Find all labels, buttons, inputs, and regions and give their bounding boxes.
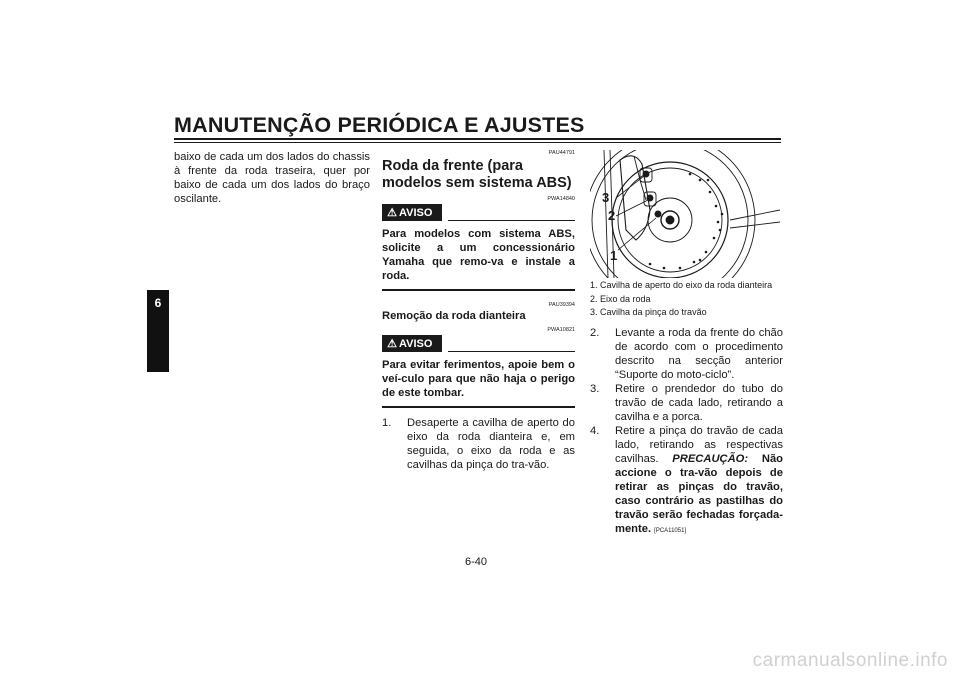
list-item <box>590 382 783 424</box>
list-item <box>382 416 575 472</box>
list-item <box>590 326 783 382</box>
warning-rule <box>448 220 575 221</box>
step-text-main: Retire a pinça do travão de cada lado, retirando as respectivas cavilhas. <box>615 425 783 465</box>
header-rule <box>174 138 781 140</box>
column-3-steps <box>590 326 783 538</box>
header-rule-thin <box>174 142 781 143</box>
step-number: 3. <box>590 383 600 395</box>
step-text: Retire o prendedor do tubo do travão de cada lado, retirando a cavilha e a porca. <box>615 383 783 423</box>
caption-item: 1. Cavilha de aperto do eixo da roda dianteira <box>590 280 773 290</box>
wheel-figure <box>590 150 780 278</box>
chapter-tab: 6 <box>147 290 169 372</box>
column-2 <box>382 150 575 472</box>
warning-badge <box>382 335 442 352</box>
page-title: MANUTENÇÃO PERIÓDICA E AJUSTES <box>174 113 585 137</box>
ref-code: PAU39394 <box>548 302 575 308</box>
callout-2: 2 <box>608 208 616 223</box>
page-number: 6-40 <box>465 556 488 568</box>
callout-3: 3 <box>602 190 610 205</box>
ref-code: PWA14840 <box>547 196 575 202</box>
warning-icon: ⚠ <box>387 207 397 219</box>
front-wheel-illustration <box>590 150 780 278</box>
continued-paragraph: baixo de cada um dos lados do chassis à frente da roda traseira, quer por baixo de cada um dos lados do braço oscilante. <box>174 151 370 205</box>
ref-code: PAU44791 <box>548 150 575 156</box>
section-heading: Roda da frente (para modelos sem sistema ABS) <box>382 158 572 191</box>
figure-captions <box>590 279 780 320</box>
warning-text: Para modelos com sistema ABS, solicite a um concessionário Yamaha que remo-va e instale a roda. <box>382 228 575 282</box>
caution-label: PRECAUÇÃO: <box>672 453 749 465</box>
step-number: 1. <box>382 417 392 429</box>
step-text: Levante a roda da frente do chão de acordo com o procedimento descrito na secção anterior “Suporte do moto-ciclo”. <box>615 327 783 381</box>
ref-code: PWA10821 <box>547 327 575 333</box>
warning-rule <box>448 351 575 352</box>
warning-badge <box>382 204 442 221</box>
callout-1: 1 <box>610 248 618 263</box>
subheading: Remoção da roda dianteira <box>382 310 526 322</box>
caution-text: Não accione o tra-vão depois de retirar as pinças do travão, caso contrário as pastilhas do travão serão fechadas forçada-mente. <box>615 453 783 535</box>
warning-end-rule <box>382 406 575 408</box>
caption-item: 3. Cavilha da pinça do travão <box>590 307 707 317</box>
warning-end-rule <box>382 289 575 291</box>
warning-header <box>382 335 575 352</box>
warning-icon: ⚠ <box>387 338 397 350</box>
warning-text: Para evitar ferimentos, apoie bem o veí-culo para que não haja o perigo de este tombar. <box>382 359 575 399</box>
step-text <box>615 424 783 538</box>
watermark: carmanualsonline.info <box>752 650 948 671</box>
warning-label: AVISO <box>399 206 433 219</box>
caption-item: 2. Eixo da roda <box>590 293 651 304</box>
step-text: Desaperte a cavilha de aperto do eixo da roda dianteira e, em seguida, o eixo da roda e as cavilhas da pinça do tra-vão. <box>407 417 575 471</box>
warning-header <box>382 204 575 221</box>
caution-code: [PCA11051] <box>654 528 687 534</box>
warning-label: AVISO <box>399 337 433 350</box>
step-number: 2. <box>590 327 600 339</box>
step-number: 4. <box>590 425 600 437</box>
list-item <box>590 424 783 538</box>
